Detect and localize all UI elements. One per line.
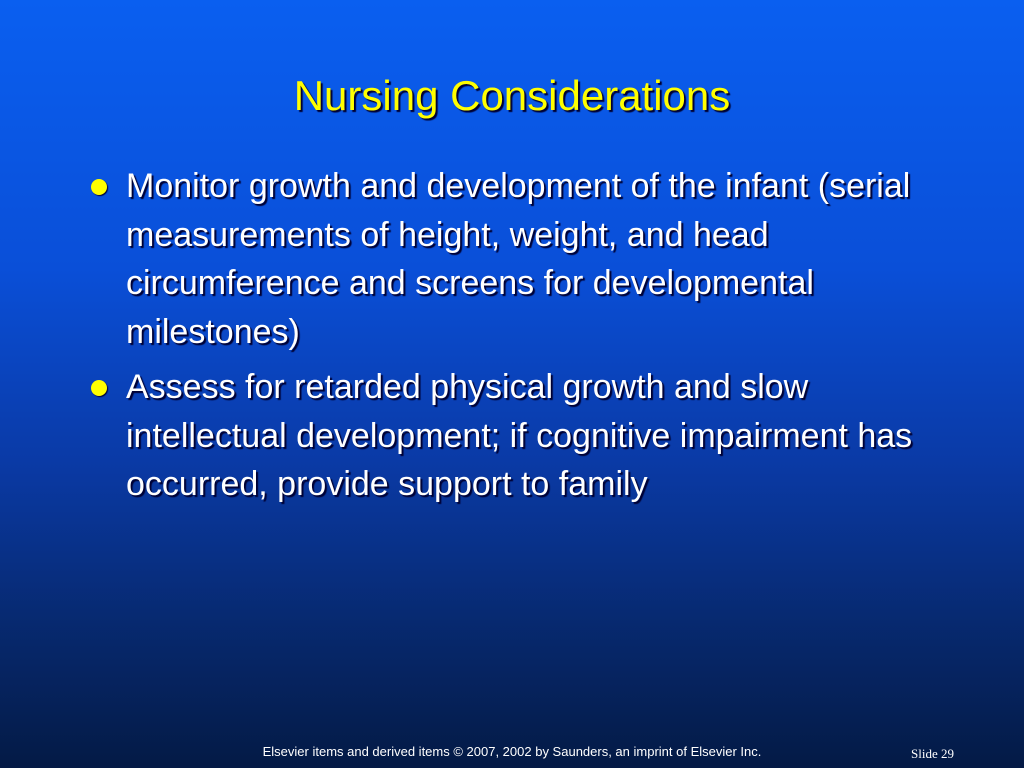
footer-copyright: Elsevier items and derived items © 2007, 2002 by Saunders, an imprint of Elsevier Inc.: [262, 744, 762, 759]
bullet-dot-icon: [91, 179, 107, 195]
bullet-item: [82, 162, 962, 356]
bullet-dot-icon: [91, 380, 107, 396]
bullet-text: Assess for retarded physical growth and slow intellectual development; if cognitive impairment has occurred, provide support to family: [126, 368, 913, 503]
bullet-item: [82, 363, 962, 509]
bullet-text: Monitor growth and development of the infant (serial measurements of height, weight, and head circumference and screens for developmental milestones): [126, 167, 911, 351]
slide-title: Nursing Considerations: [293, 72, 731, 119]
slide-number: Slide 29: [911, 746, 954, 761]
bullet-list: [82, 162, 962, 516]
